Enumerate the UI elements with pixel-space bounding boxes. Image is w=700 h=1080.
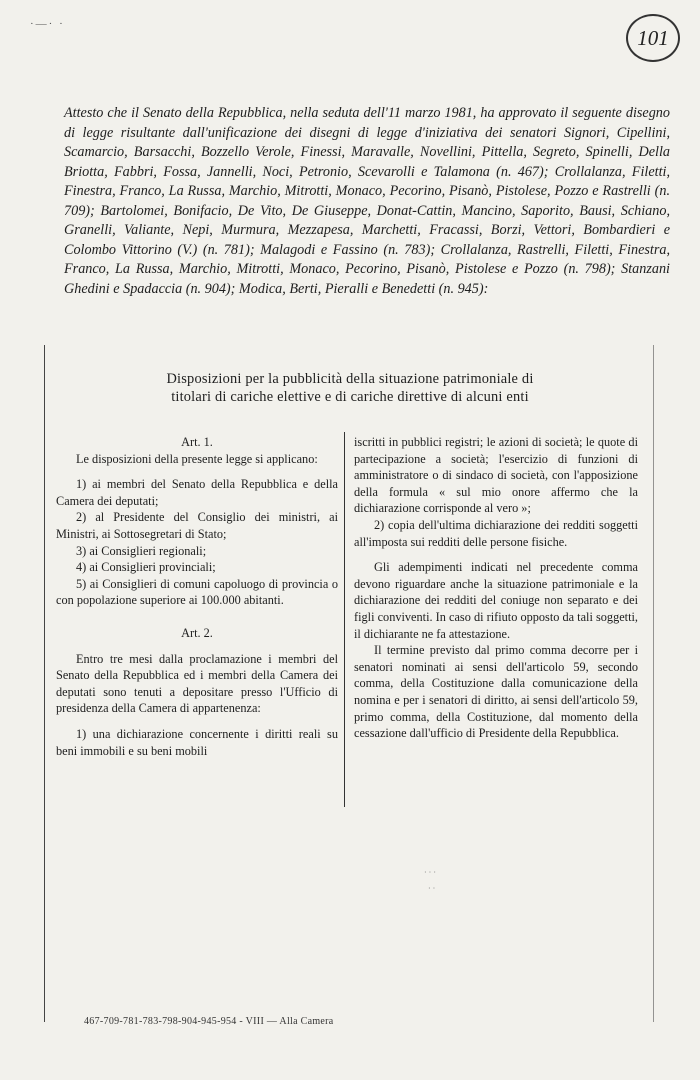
- article-1-heading: Art. 1.: [181, 435, 213, 449]
- bill-title-line-1: Disposizioni per la pubblicità della situazione patrimoniale di: [166, 371, 534, 387]
- article-1-intro: Le disposizioni della presente legge si applicano:: [76, 451, 318, 466]
- preamble-attestation: Attesto che il Senato della Repubblica, nella seduta dell'11 marzo 1981, ha approvato il seguente disegno di legge risultante dall'unificazione dei disegni di legge d'iniziativa dei senatori Signori, Cipellini, Scamarcio, Barsacchi, Bozzello Verole, Finessi, Maravalle, Novellini, Pittella, Segreto, Spinelli, Della Briotta, Fabbri, Fossa, Jannelli, Noci, Petronio, Scevarolli e Talamona (n. 467); Crollalanza, Filetti, Finestra, Franco, La Russa, Marchio, Mitrotti, Monaco, Pecorino, Pisanò, Pistolese, Pozzo e Rastrelli (n. 709); Bartolomei, Bonifacio, De Vito, De Giuseppe, Donat-Cattin, Mancino, Saporito, Bausi, Schiano, Granelli, Valiante, Nepi, Murmura, Mezzapesa, Marchetti, Fracassi, Borzi, Vettori, Bombardieri e Colombo Vittorino (V.) (n. 781); Malagodi e Fassino (n. 783); Crollalanza, Rastrelli, Filetti, Finestra, Franco, La Russa, Marchio, Mitrotti, Monaco, Pecorino, Pisanò, Pistolese e Pozzo (n. 798); Stanzani Ghedini e Spadaccia (n. 904); Modica, Berti, Pieralli e Benedetti (n. 945):: [64, 105, 670, 297]
- bill-title: [100, 370, 600, 406]
- right-column: [354, 434, 638, 742]
- scan-speck: · · ·: [424, 868, 436, 877]
- article-2-intro: Entro tre mesi dalla proclamazione i membri del Senato della Repubblica ed i membri della Camera dei deputati sono tenuti a depositare presso l'Ufficio di presidenza della Camera di appartenenza:: [56, 651, 338, 716]
- article-1-item-4: 4) ai Consiglieri provinciali;: [76, 560, 216, 575]
- page-number-stamp: 101: [626, 14, 680, 62]
- right-margin-rule: [653, 345, 654, 1022]
- article-1-item-1: 1) ai membri del Senato della Repubblica e della Camera dei deputati;: [56, 477, 338, 508]
- article-1-item-3: 3) ai Consiglieri regionali;: [76, 543, 207, 558]
- article-1-item-2: 2) al Presidente del Consiglio dei ministri, ai Ministri, ai Sottosegretari di Stato;: [56, 510, 338, 541]
- article-2-item-1-start: 1) una dichiarazione concernente i diritti reali su beni immobili e su beni mobili: [56, 726, 338, 758]
- page-footer: 467-709-781-783-798-904-945-954 - VIII — Alla Camera: [84, 1016, 334, 1027]
- bill-title-line-2: titolari di cariche elettive e di cariche direttive di alcuni enti: [171, 389, 529, 405]
- column-divider: [344, 432, 345, 807]
- article-2-item-2: 2) copia dell'ultima dichiarazione dei redditi soggetti all'imposta sui redditi delle persone fisiche.: [354, 517, 638, 549]
- scan-mark: ·—· ·: [30, 18, 65, 30]
- scan-speck: · ·: [428, 884, 436, 893]
- article-1-item-5: 5) ai Consiglieri di comuni capoluogo di provincia o con popolazione superiore ai 100.000 abitanti.: [56, 576, 338, 608]
- left-column: [56, 434, 338, 759]
- left-margin-rule: [44, 345, 45, 1022]
- article-2-heading: Art. 2.: [181, 625, 213, 640]
- article-2-paragraph-3: Il termine previsto dal primo comma decorre per i senatori nominati ai sensi dell'articolo 59, secondo comma, della Costituzione dalla comunicazione della nomina e per i senatori di diritto, ai sensi dell'articolo 59, primo comma, della Costituzione, dal momento della cessazione dall'ufficio di Presidente della Repubblica.: [354, 643, 638, 741]
- article-2-item-1-continued: iscritti in pubblici registri; le azioni di società; le quote di partecipazione a società; l'esercizio di funzioni di amministratore o di sindaco di società, con l'apposizione della formula « sul mio onore affermo che la dichiarazione corrisponde al vero »;: [354, 435, 638, 516]
- article-2-paragraph-2: Gli adempimenti indicati nel precedente comma devono riguardare anche la situazione patrimoniale e la dichiarazione dei redditi del coniuge non separato e dei figli conviventi. In caso di rifiuto opposto da tali soggetti, il dichiarante ne fa attestazione.: [354, 560, 638, 641]
